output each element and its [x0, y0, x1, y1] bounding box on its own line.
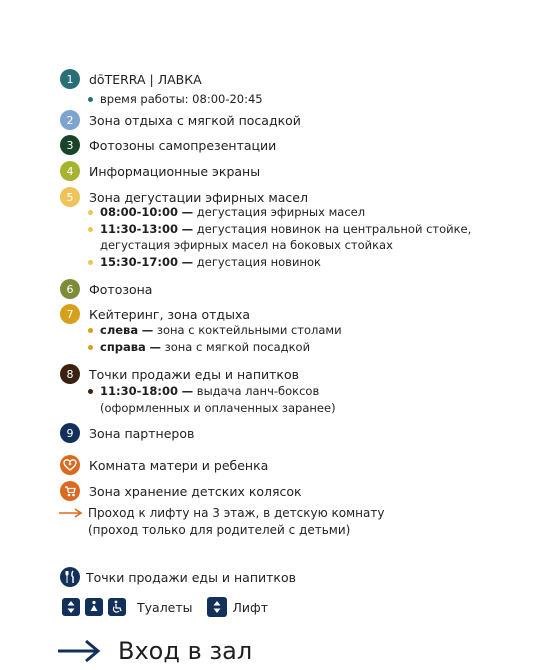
- legend-title: Кейтеринг, зона отдыха: [89, 306, 251, 322]
- legend-item-9: [60, 423, 194, 443]
- subitem: время работы: 08:00-20:45: [88, 91, 263, 108]
- subitem: 11:30-18:00 — выдача ланч-боксов: [88, 383, 336, 400]
- legend-title: dōTERRA | ЛАВКА: [89, 71, 202, 87]
- legend-item-4: [60, 161, 260, 181]
- subitem: 15:30-17:00 — дегустация новинок: [88, 254, 471, 271]
- legend-title: Комната матери и ребенка: [89, 457, 269, 473]
- cutlery-icon: [60, 567, 80, 587]
- legend-title: Зона отдыха с мягкой посадкой: [89, 112, 301, 128]
- legend-title: Фотозона: [89, 281, 153, 297]
- legend-food-points: [60, 567, 296, 587]
- heart-icon: [60, 455, 80, 475]
- wheelchair-icon: [108, 598, 126, 616]
- subitem-continuation: дегустация эфирных масел на боковых стойках: [100, 238, 393, 252]
- number-badge-9: 9: [60, 423, 80, 443]
- legend-title: Точки продажи еды и напитков: [86, 569, 296, 585]
- legend-item-6: [60, 279, 152, 299]
- legend-title: Фотозоны самопрезентации: [89, 137, 277, 153]
- legend-subitems: [88, 383, 336, 416]
- legend-subitems: [88, 204, 471, 270]
- legend-item-3: [60, 135, 276, 155]
- subitem-continuation: (оформленных и оплаченных заранее): [100, 400, 336, 415]
- legend-title: Зона хранение детских колясок: [89, 483, 302, 499]
- elevator-path-text: Проход к лифту на 3 этаж, в детскую комнату: [88, 506, 385, 520]
- number-badge-6: 6: [60, 279, 80, 299]
- legend-stroller: [60, 481, 302, 501]
- number-badge-3: 3: [60, 135, 80, 155]
- updown-icon: [62, 598, 80, 616]
- subitem: справа — зона с мягкой посадкой: [88, 339, 342, 356]
- legend-title: Зона партнеров: [89, 425, 195, 441]
- number-badge-7: 7: [60, 304, 80, 324]
- arrow-right-icon: [56, 637, 102, 665]
- stroller-icon: [60, 481, 80, 501]
- lift-icon: [207, 597, 227, 617]
- legend-item-7: [60, 304, 250, 324]
- number-badge-4: 4: [60, 161, 80, 181]
- legend-item-8: [60, 364, 299, 384]
- legend-title: Точки продажи еды и напитков: [89, 366, 299, 382]
- legend-item-1: [60, 69, 202, 89]
- toilets-label: Туалеты: [137, 599, 193, 615]
- entrance-label: Вход в зал: [118, 637, 253, 665]
- legend-item-2: [60, 110, 301, 130]
- legend-entrance: [56, 637, 252, 665]
- number-badge-1: 1: [60, 69, 80, 89]
- number-badge-8: 8: [60, 364, 80, 384]
- legend-subitems: [88, 322, 342, 355]
- lift-label: Лифт: [232, 599, 269, 615]
- legend-title: Информационные экраны: [89, 163, 261, 179]
- subitem: 08:00-10:00 — дегустация эфирных масел: [88, 204, 471, 221]
- orange-arrow-icon: [58, 506, 84, 520]
- legend-subitems: [88, 91, 263, 108]
- number-badge-2: 2: [60, 110, 80, 130]
- legend-mother-room: [60, 455, 268, 475]
- legend-title: Зона дегустации эфирных масел: [89, 189, 308, 205]
- woman-icon: [85, 598, 103, 616]
- number-badge-5: 5: [60, 187, 80, 207]
- subitem: слева — зона с коктейльными столами: [88, 322, 342, 339]
- subitem: 11:30-13:00 — дегустация новинок на центральной стойке,: [88, 221, 471, 238]
- elevator-path-note: (проход только для родителей с детьми): [88, 523, 351, 537]
- legend-toilets-lift: [62, 597, 268, 617]
